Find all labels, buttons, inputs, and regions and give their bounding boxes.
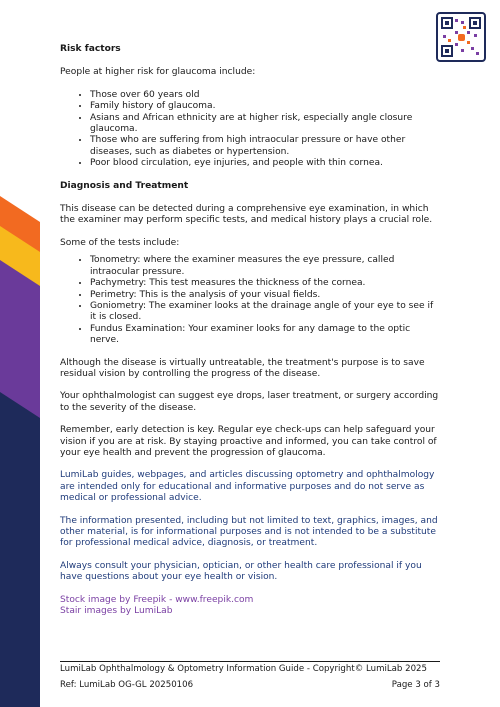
list-item: • Family history of glaucoma. bbox=[90, 101, 440, 112]
list-item: • Those over 60 years old bbox=[90, 90, 440, 101]
risk-intro: People at higher risk for glaucoma include: bbox=[60, 67, 256, 78]
decorative-stair-stripes bbox=[0, 0, 40, 707]
list-item: • Perimetry: This is the analysis of your visual fields. bbox=[90, 290, 440, 301]
diagnosis-paragraph: This disease can be detected during a comprehensive eye examination, in which the examiner may perform specific tests, and medical history plays a crucial role. bbox=[60, 204, 433, 226]
page-number: Page 3 of 3 bbox=[391, 680, 440, 690]
stair-image-credit: Stair images by LumiLab bbox=[60, 606, 173, 617]
treatment-paragraph: Although the disease is virtually untreatable, the treatment's purpose is to save residual vision by controlling the progress of the disease. bbox=[60, 357, 425, 379]
list-item: • Pachymetry: This test measures the thickness of the cornea. bbox=[90, 278, 440, 289]
reference-number: Ref: LumiLab OG-GL 20250106 bbox=[60, 680, 194, 690]
list-item: • Poor blood circulation, eye injuries, and people with thin cornea. bbox=[90, 158, 440, 169]
stock-image-credit[interactable]: Stock image by Freepik - www.freepik.com bbox=[60, 594, 254, 605]
list-item: • Those who are suffering from high intraocular pressure or have other diseases, such as diabetes or hypertension. bbox=[90, 135, 440, 158]
page-content bbox=[60, 44, 440, 617]
list-item: • Goniometry: The examiner looks at the drainage angle of your eye to see if it is closed. bbox=[90, 301, 440, 324]
list-item: • Fundus Examination: Your examiner looks for any damage to the optic nerve. bbox=[90, 324, 440, 347]
disclaimer-paragraph: LumiLab guides, webpages, and articles discussing optometry and ophthalmology are intended only for educational and informative purposes and do not serve as medical or professional advice. bbox=[60, 470, 435, 504]
list-item: • Tonometry: where the examiner measures the eye pressure, called intraocular pressure. bbox=[90, 255, 440, 278]
copyright-line: LumiLab Ophthalmology & Optometry Information Guide - Copyright© LumiLab 2025 bbox=[60, 664, 427, 674]
risk-factors-list bbox=[60, 90, 440, 170]
tests-intro: Some of the tests include: bbox=[60, 237, 180, 248]
list-item: • Asians and African ethnicity are at higher risk, especially angle closure glaucoma. bbox=[90, 113, 440, 136]
information-disclaimer-paragraph: The information presented, including but not limited to text, graphics, images, and other material, is for informational purposes and is not intended to be a substitute for professional medical advice, diagnosis, or treatment. bbox=[60, 515, 438, 549]
qr-code-image bbox=[441, 17, 481, 57]
ophthalmologist-paragraph: Your ophthalmologist can suggest eye drops, laser treatment, or surgery according to the severity of the disease. bbox=[60, 391, 439, 413]
page-footer bbox=[60, 661, 440, 691]
tests-list bbox=[60, 255, 440, 346]
early-detection-paragraph: Remember, early detection is key. Regular eye check-ups can help safeguard your vision if you are at risk. By staying proactive and informed, you can take control of your eye health and prevent the progression of glaucoma. bbox=[60, 425, 437, 458]
consult-paragraph: Always consult your physician, optician, or other health care professional if you have questions about your eye health or vision. bbox=[60, 560, 422, 583]
diagnosis-heading: Diagnosis and Treatment bbox=[60, 180, 189, 191]
qr-code[interactable] bbox=[436, 12, 486, 62]
risk-factors-heading: Risk factors bbox=[60, 44, 121, 54]
